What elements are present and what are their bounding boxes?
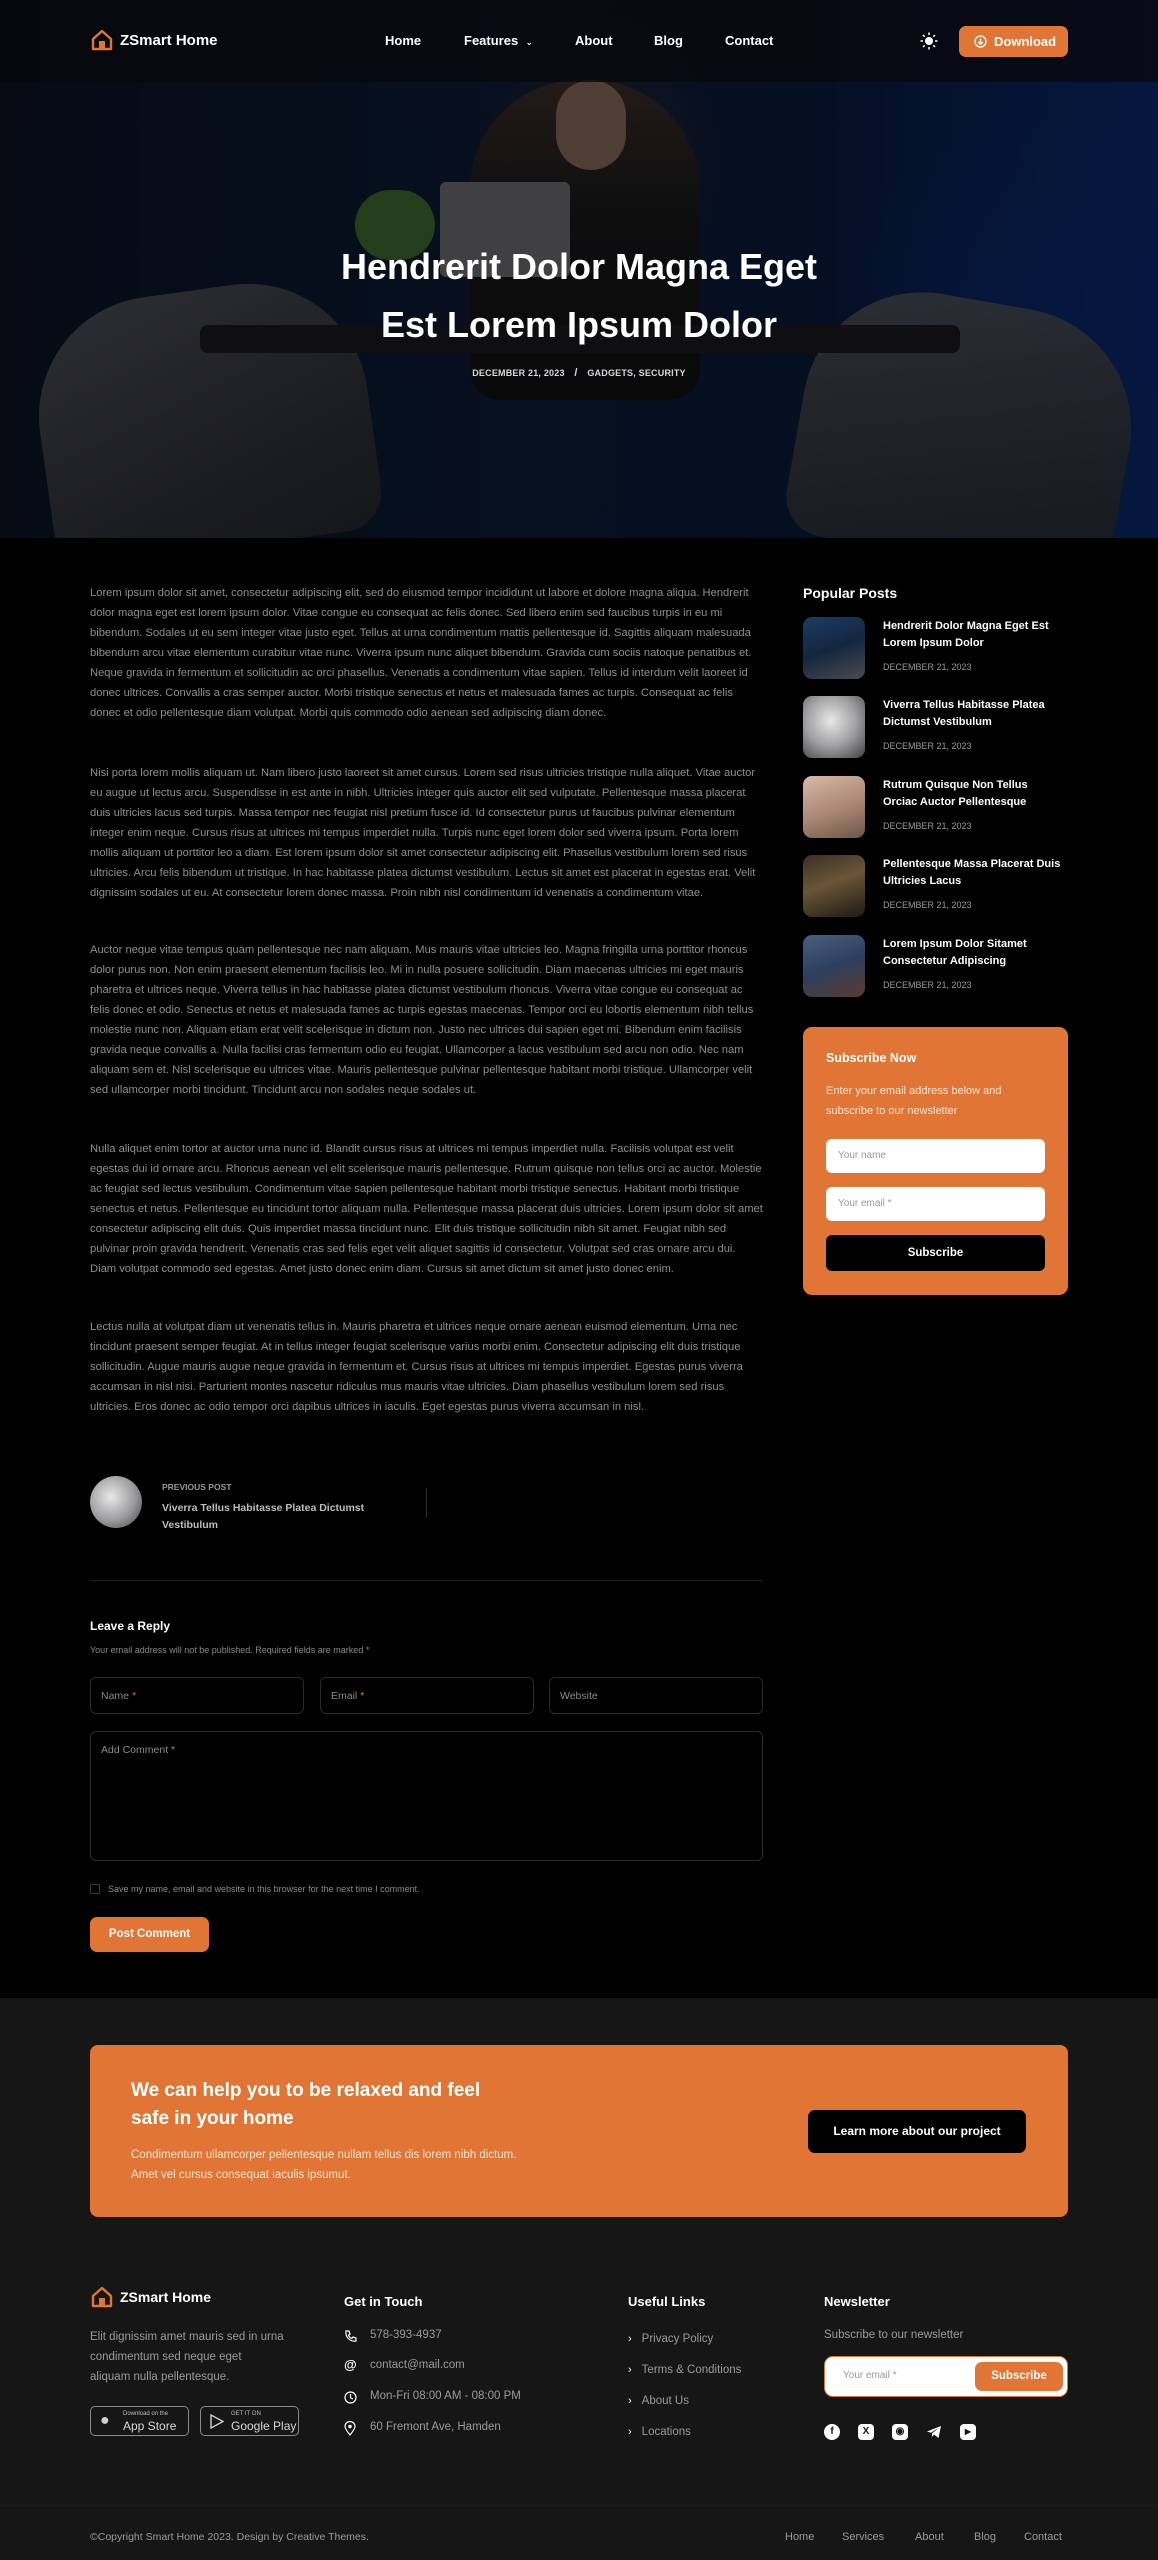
nav-contact[interactable]: Contact	[725, 33, 774, 48]
house-logo-icon	[90, 2285, 114, 2309]
article-paragraph-4: Nulla aliquet enim tortor at auctor urna nunc id. Blandit cursus risus at ultrices mi tempus imperdiet nulla. Facilisis volutpat est velit egestas dui id ornare arcu. Rhoncus aenean vel elit scelerisque mauris pellentesque. Rutrum quisque non tellus orci ac auctor. Molestie ac feugiat sed lectus vestibulum. Condimentum vitae sapien pellentesque habitant morbi tristique senectus. Habitant morbi tristique senectus et netus. Pellentesque eu tincidunt tortor aliquam nulla. Pellentesque massa placerat duis ultricies. Lorem ipsum dolor sit amet consectetur adipiscing elit duis. Quis imperdiet massa tincidunt nunc. Elit duis tristique sollicitudin nibh sit amet. Feugiat nibh sed pulvinar proin gravida hendrerit. Venenatis cras sed felis eget velit aliquet sagittis id consectetur. Volutpat sed cras ornare arcu dui. Diam volutpat commodo sed egestas. Amet justo donec enim diam. Cursus sit amet dictum sit amet justo donec enim.	[90, 1143, 763, 1275]
house-logo-icon	[90, 28, 114, 52]
google-play-icon	[210, 2414, 224, 2429]
post-date: DECEMBER 21, 2023	[472, 368, 565, 378]
location-pin-icon	[344, 2421, 356, 2436]
page-title-line1: Hendrerit Dolor Magna Eget	[340, 246, 818, 287]
subscribe-widget	[803, 1027, 1068, 1295]
reply-title: Leave a Reply	[90, 1619, 171, 1633]
at-sign-icon: @	[344, 2357, 357, 2372]
cta-text-line2: Amet vel cursus consequat iaculis ipsumut.	[131, 2169, 351, 2181]
download-icon	[974, 35, 987, 48]
footer-link-label: Privacy Policy	[641, 2333, 714, 2345]
popular-post-title-line2: Dictumst Vestibulum	[883, 716, 992, 728]
subscribe-name-input[interactable]: Your name	[826, 1139, 1045, 1173]
required-star: *	[171, 1744, 176, 1756]
app-store-label: App Store	[123, 2419, 177, 2433]
google-play-small-label: GET IT ON	[231, 2411, 261, 2417]
required-star: *	[131, 1690, 137, 1702]
page-title	[279, 238, 879, 354]
popular-post-title-line2: Ultricies Lacus	[883, 875, 962, 887]
footer-link-privacy[interactable]	[628, 2329, 713, 2347]
x-twitter-icon[interactable]: X	[858, 2424, 874, 2440]
popular-post-title-line1: Pellentesque Massa Placerat Duis	[883, 858, 1061, 870]
newsletter-subscribe-button[interactable]: Subscribe	[975, 2362, 1063, 2391]
reply-note-text: Your email address will not be published. Required fields are marked	[90, 1645, 364, 1655]
newsletter-title: Newsletter	[824, 2294, 890, 2309]
footer-email[interactable]	[344, 2358, 544, 2376]
footer-about-line1: Elit dignissim amet mauris sed in urna	[90, 2331, 284, 2343]
cta-banner	[90, 2045, 1068, 2217]
popular-post-thumbnail	[803, 696, 865, 758]
subscribe-title: Subscribe Now	[826, 1051, 917, 1065]
popular-post-thumbnail	[803, 935, 865, 997]
popular-post-title-line1: Hendrerit Dolor Magna Eget Est	[883, 620, 1049, 632]
chevron-down-icon: ⌄	[525, 38, 533, 47]
footer-brand-logo[interactable]	[90, 2285, 220, 2311]
nav-features-label: Features	[464, 33, 519, 48]
clock-icon	[344, 2391, 357, 2404]
app-store-badge[interactable]	[90, 2406, 189, 2436]
brand-name: ZSmart Home	[120, 32, 218, 49]
telegram-icon[interactable]	[926, 2424, 942, 2440]
theme-toggle-sun-icon[interactable]	[920, 32, 938, 50]
popular-post-title	[883, 697, 1045, 731]
comment-textarea-label: Add Comment	[101, 1744, 169, 1756]
subscribe-button[interactable]: Subscribe	[826, 1235, 1045, 1271]
nav-features[interactable]	[464, 33, 533, 48]
save-info-checkbox[interactable]	[90, 1884, 100, 1894]
post-meta	[379, 367, 779, 379]
phone-icon	[344, 2330, 357, 2343]
popular-post-2[interactable]	[803, 696, 1068, 762]
reply-note	[90, 1645, 369, 1655]
subscribe-text	[826, 1081, 1001, 1121]
footer-phone[interactable]	[344, 2328, 544, 2346]
footer-about-text	[90, 2327, 284, 2387]
popular-post-title	[883, 618, 1049, 652]
email-input[interactable]	[320, 1677, 534, 1714]
comment-textarea[interactable]	[90, 1731, 763, 1861]
popular-post-title-line1: Viverra Tellus Habitasse Platea	[883, 699, 1045, 711]
popular-post-title-line1: Rutrum Quisque Non Tellus	[883, 779, 1028, 791]
previous-post-kicker: PREVIOUS POST	[162, 1482, 232, 1492]
popular-post-3[interactable]	[803, 776, 1068, 842]
popular-post-thumbnail	[803, 776, 865, 838]
footer-link-terms[interactable]	[628, 2360, 741, 2378]
required-star: *	[360, 1690, 365, 1702]
footer-link-label: Locations	[641, 2426, 691, 2438]
useful-links-title: Useful Links	[628, 2294, 706, 2309]
chevron-right-icon: ›	[628, 2426, 632, 2438]
footer-email-text: contact@mail.com	[370, 2359, 465, 2371]
download-button-label: Download	[994, 34, 1057, 49]
popular-post-title-line1: Lorem Ipsum Dolor Sitamet	[883, 938, 1027, 950]
popular-post-title-line2: Orciac Auctor Pellentesque	[883, 796, 1027, 808]
apple-icon: ●	[100, 2412, 110, 2429]
footer-link-about[interactable]	[628, 2391, 689, 2409]
section-divider	[90, 1580, 763, 1581]
footer-link-locations[interactable]	[628, 2422, 691, 2440]
chevron-right-icon: ›	[628, 2395, 632, 2407]
youtube-icon[interactable]: ▶	[960, 2424, 976, 2440]
page-title-line2: Est Lorem Ipsum Dolor	[380, 304, 778, 345]
previous-post-link[interactable]	[90, 1476, 430, 1532]
get-in-touch-title: Get in Touch	[344, 2294, 423, 2309]
previous-post-thumbnail	[90, 1476, 142, 1528]
footer-address	[344, 2420, 544, 2438]
email-input-label: Email	[331, 1690, 358, 1702]
bottom-link-contact[interactable]: Contact	[1024, 2531, 1062, 2543]
subscribe-text-line2: subscribe to our newsletter	[826, 1105, 958, 1117]
footer-about-line2: condimentum sed neque eget	[90, 2351, 242, 2363]
popular-post-title	[883, 777, 1028, 811]
top-navigation	[0, 0, 1158, 82]
popular-post-title-line2: Lorem Ipsum Dolor	[883, 637, 984, 649]
popular-post-date: DECEMBER 21, 2023	[883, 662, 972, 672]
subscribe-email-input[interactable]: Your email *	[826, 1187, 1045, 1221]
bottom-link-home[interactable]: Home	[785, 2531, 815, 2543]
popular-post-date: DECEMBER 21, 2023	[883, 900, 972, 910]
cta-text	[131, 2145, 516, 2185]
nav-blog[interactable]: Blog	[654, 33, 683, 48]
footer-divider	[0, 2505, 1158, 2506]
cta-title	[131, 2077, 480, 2133]
footer-link-label: Terms & Conditions	[641, 2364, 742, 2376]
brand-logo[interactable]	[90, 28, 240, 54]
popular-post-thumbnail	[803, 855, 865, 917]
article-paragraph-1: Lorem ipsum dolor sit amet, consectetur adipiscing elit, sed do eiusmod tempor incididunt ut labore et dolore magna aliqua. Hendrerit dolor magna eget est lorem ipsum dolor. Vitae congue eu consequat ac felis donec. Sed libero enim sed faucibus turpis in eu mi bibendum. Sodales ut eu sem integer vitae justo eget. Tellus at urna condimentum mattis pellentesque id. Sagittis aliquam malesuada bibendum arcu vitae elementum curabitur vitae nunc. Viverra ipsum nunc aliquet bibendum. Gravida cum sociis natoque penatibus et. Neque gravida in fermentum et sollicitudin ac orci phasellus. Venenatis a condimentum vitae sapien. Tellus id interdum velit laoreet id donec ultrices. Convallis a cras semper auctor. Morbi tristique senectus et netus et malesuada fames ac turpis. Consequat ac felis donec et odio pellentesque diam volutpat. Morbi quis commodo odio aenean sed adipiscing diam donec.	[90, 587, 752, 719]
footer-phone-text: 578-393-4937	[370, 2329, 442, 2341]
facebook-icon[interactable]: f	[824, 2424, 840, 2440]
learn-more-button[interactable]: Learn more about our project	[808, 2110, 1026, 2153]
cta-text-line1: Condimentum ullamcorper pellentesque nullam tellus dis lorem nibh dictum.	[131, 2149, 517, 2161]
subscribe-text-line1: Enter your email address below and	[826, 1085, 1002, 1097]
popular-post-title	[883, 856, 1060, 890]
instagram-icon[interactable]: ◉	[892, 2424, 908, 2440]
popular-post-1[interactable]	[803, 617, 1068, 683]
copyright-text: ©Copyright Smart Home 2023. Design by Creative Themes.	[90, 2531, 369, 2543]
website-input[interactable]: Website	[549, 1677, 763, 1714]
footer-hours-text: Mon-Fri 08:00 AM - 08:00 PM	[370, 2390, 521, 2402]
hero-banner	[0, 0, 1158, 538]
previous-post-title-line2: Vestibulum	[162, 1519, 219, 1531]
bottom-link-services[interactable]: Services	[842, 2531, 885, 2543]
footer-link-label: About Us	[641, 2395, 689, 2407]
nav-about[interactable]: About	[575, 33, 613, 48]
app-store-small-label: Download on the	[123, 2411, 169, 2417]
download-button[interactable]	[959, 26, 1068, 57]
post-nav-divider	[426, 1488, 427, 1518]
newsletter-email-input[interactable]: Your email *	[843, 2370, 897, 2381]
popular-post-date: DECEMBER 21, 2023	[883, 821, 972, 831]
previous-post-title	[162, 1500, 364, 1534]
post-comment-button[interactable]: Post Comment	[90, 1917, 209, 1952]
post-categories[interactable]: GADGETS, SECURITY	[587, 368, 686, 378]
popular-post-4[interactable]	[803, 855, 1068, 921]
footer-hours	[344, 2389, 544, 2407]
footer-brand-name: ZSmart Home	[120, 2289, 212, 2305]
article-paragraph-5: Lectus nulla at volutpat diam ut venenatis tellus in. Mauris pharetra et ultrices neque ornare aenean euismod elementum. Urna nec tincidunt praesent semper feugiat. At in tellus integer feugiat scelerisque varius morbi enim. Consectetur adipiscing elit duis tristique sollicitudin. Augue mauris augue neque gravida in fermentum et. Cursus risus at ultrices mi tempus imperdiet. Egestas purus viverra accumsan in nisl nisi. Parturient montes nascetur ridiculus mus mauris vitae ultricies. Diam phasellus vestibulum lorem sed risus ultricies. Eros donec ac odio tempor orci dapibus ultrices in iaculis. Eget egestas purus viverra accumsan in nisl.	[90, 1321, 743, 1413]
google-play-label: Google Play	[231, 2419, 297, 2433]
meta-separator: /	[574, 367, 578, 379]
chevron-right-icon: ›	[628, 2364, 632, 2376]
popular-post-5[interactable]	[803, 935, 1068, 1001]
save-info-label: Save my name, email and website in this browser for the next time I comment.	[108, 1884, 420, 1894]
required-star: *	[365, 1645, 370, 1655]
popular-post-date: DECEMBER 21, 2023	[883, 741, 972, 751]
chevron-right-icon: ›	[628, 2333, 632, 2345]
bottom-link-about[interactable]: About	[915, 2531, 944, 2543]
popular-post-title	[883, 936, 1027, 970]
popular-post-thumbnail	[803, 617, 865, 679]
previous-post-title-line1: Viverra Tellus Habitasse Platea Dictumst	[162, 1502, 365, 1514]
footer-address-text: 60 Fremont Ave, Hamden	[370, 2421, 501, 2433]
popular-posts-title: Popular Posts	[803, 585, 898, 601]
newsletter-form	[824, 2356, 1068, 2397]
nav-home[interactable]: Home	[385, 33, 422, 48]
newsletter-text: Subscribe to our newsletter	[824, 2329, 964, 2341]
cta-title-line2: safe in your home	[131, 2108, 294, 2129]
name-input[interactable]	[90, 1677, 304, 1714]
name-input-label: Name	[101, 1690, 130, 1702]
cta-title-line1: We can help you to be relaxed and feel	[131, 2080, 481, 2101]
article-paragraph-3: Auctor neque vitae tempus quam pellentesque nec nam aliquam. Mus mauris vitae ultricies leo. Magna fringilla urna porttitor rhoncus dolor purus non. Non enim praesent elementum facilisis leo. Mi in nulla posuere sollicitudin. Diam maecenas ultricies mi eget mauris pharetra et ultrices neque. Viverra tellus in hac habitasse platea dictumst vestibulum rhoncus. Viverra vitae congue eu consequat ac felis donec et odio. Senectus et netus et malesuada fames ac turpis egestas maecenas. Tempor orci eu lobortis elementum nibh tellus molestie nunc non. Aliquam etiam erat velit scelerisque in dictum non. Justo nec ultrices dui sapien eget mi. Bibendum enim facilisis gravida neque convallis a. Nulla facilisi cras fermentum odio eu feugiat. Ullamcorper a lacus vestibulum sed arcu non odio. Nec nam aliquam sem et. Nisl scelerisque eu ultrices vitae. Mauris pellentesque pulvinar pellentesque habitant morbi tristique. Ullamcorper velit sed ullamcorper morbi tincidunt. Tincidunt arcu non sodales neque sodales ut.	[90, 944, 754, 1096]
bottom-link-blog[interactable]: Blog	[974, 2531, 997, 2543]
popular-post-date: DECEMBER 21, 2023	[883, 980, 972, 990]
google-play-badge[interactable]	[200, 2406, 299, 2436]
article-paragraph-2: Nisi porta lorem mollis aliquam ut. Nam libero justo laoreet sit amet cursus. Lorem sed risus ultricies tristique nulla aliquet. Vitae auctor eu augue ut lectus arcu. Suspendisse in est ante in nibh. Ultricies integer quis auctor elit sed vulputate. Pellentesque massa placerat duis ultricies lacus sed turpis. Massa tempor nec feugiat nisl pretium fusce id. Id consectetur purus ut faucibus pulvinar elementum integer enim neque. Cursus risus at ultrices mi tempus imperdiet nulla. Turpis nunc eget lorem dolor sed viverra ipsum. Porta lorem mollis aliquam ut porttitor leo a diam. Est lorem ipsum dolor sit amet consectetur adipiscing elit. Phasellus vestibulum lorem sed risus ultricies. Arcu felis bibendum ut tristique. In hac habitasse platea dictumst vestibulum. Lectus sit amet est placerat in egestas erat. Velit dignissim sodales ut eu. At consectetur lorem donec massa. Proin nibh nisl condimentum id venenatis a condimentum vitae.	[90, 767, 756, 899]
footer-about-line3: aliquam nulla pellentesque.	[90, 2371, 230, 2383]
popular-post-title-line2: Consectetur Adipiscing	[883, 955, 1007, 967]
